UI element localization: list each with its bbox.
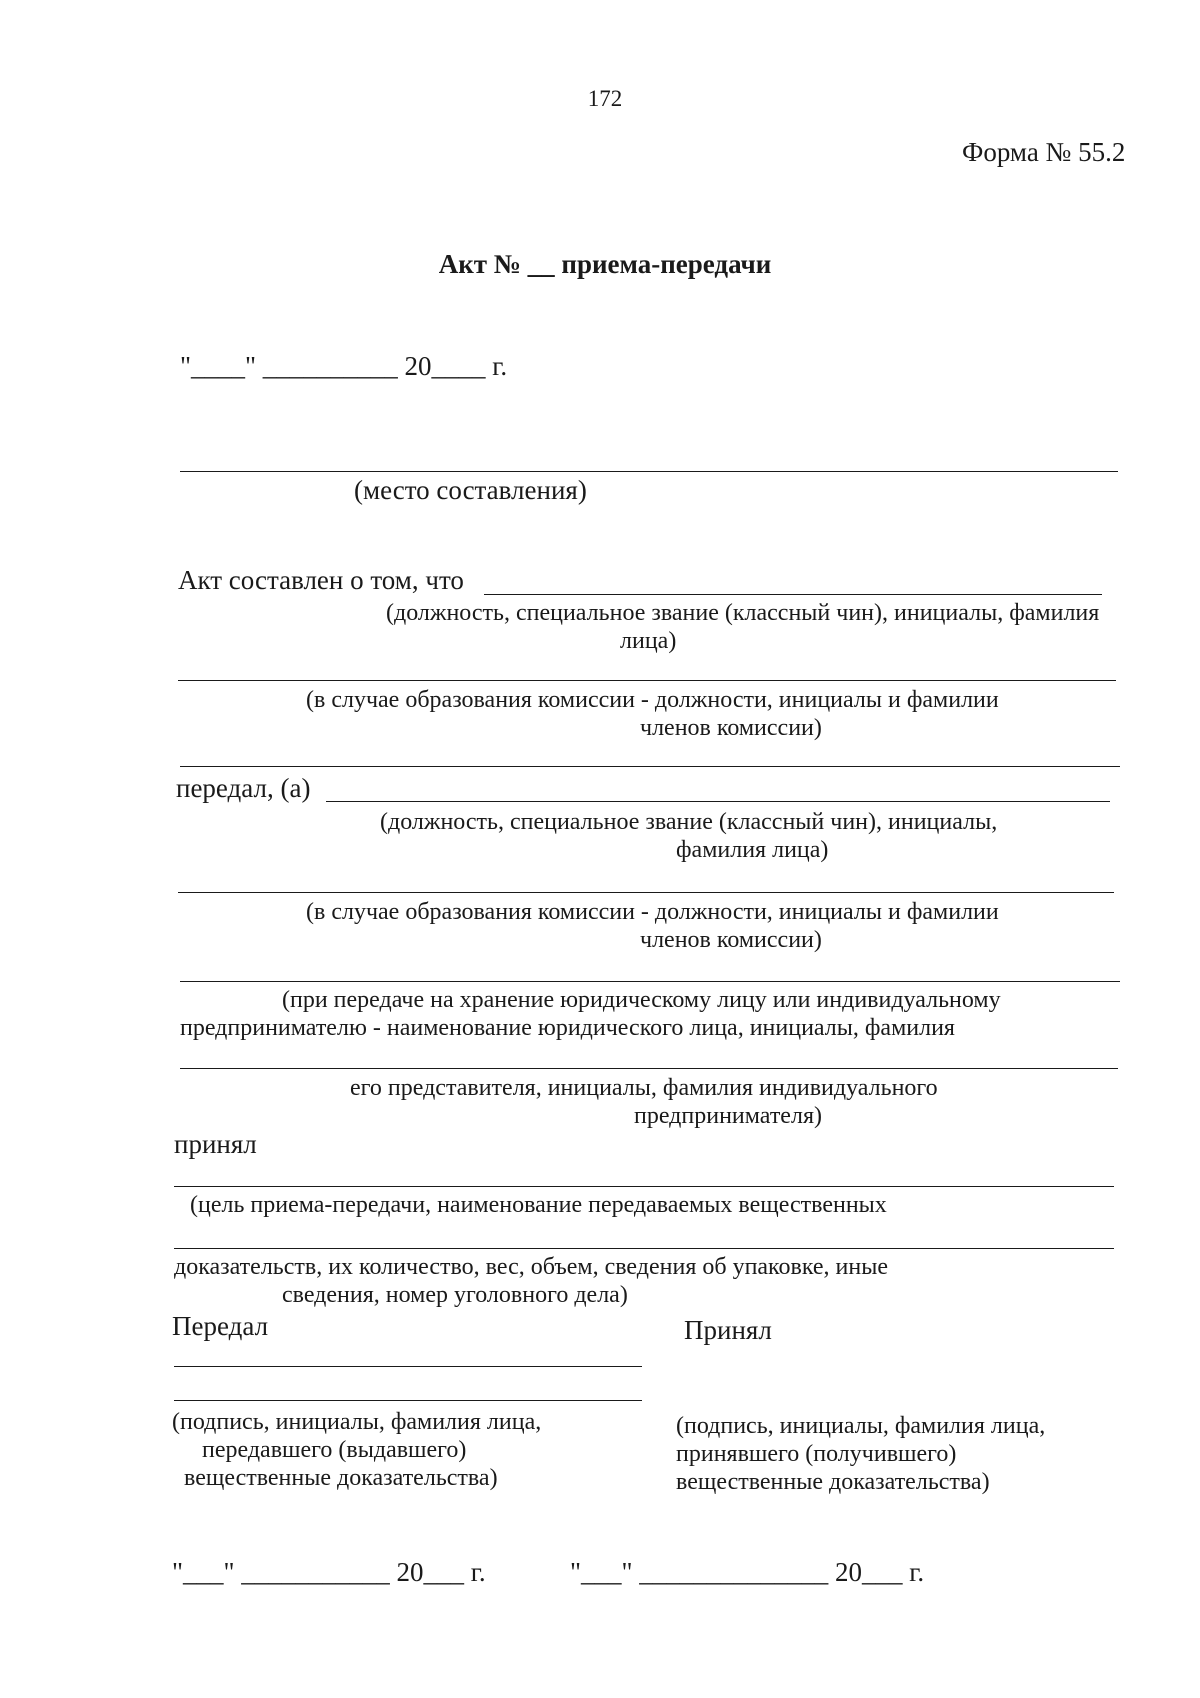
person-line-2	[178, 680, 1116, 681]
date-line: "____" __________ 20____ г.	[180, 351, 508, 381]
person2-caption-1: (должность, специальное звание (классный чин), инициалы,	[380, 809, 998, 835]
transferred-label: передал, (а)	[176, 773, 311, 803]
date-right: "___" ______________ 20___ г.	[570, 1557, 925, 1587]
form-number: Форма № 55.2	[962, 137, 1126, 167]
commission-caption-1b: членов комиссии)	[640, 715, 822, 741]
sig-left-caption-2: передавшего (выдавшего)	[202, 1437, 467, 1463]
sig-left-line-1	[174, 1366, 642, 1367]
place-line	[180, 471, 1118, 472]
person-caption-1: (должность, специальное звание (классный чин), инициалы, фамилия	[386, 600, 1100, 626]
act-prefix: Акт составлен о том, что	[178, 565, 464, 595]
person2-caption-2: фамилия лица)	[676, 837, 829, 863]
person2-line-2	[178, 892, 1114, 893]
sig-right-caption-1: (подпись, инициалы, фамилия лица,	[676, 1413, 1046, 1439]
purpose-line	[174, 1248, 1114, 1249]
page-number: 172	[587, 86, 623, 111]
sig-left-caption-3: вещественные доказательства)	[184, 1465, 498, 1491]
commission-caption-2a: (в случае образования комиссии - должности, инициалы и фамилии	[306, 899, 999, 925]
storage-caption-1: (при передаче на хранение юридическому лицу или индивидуальному	[282, 987, 1001, 1013]
person-line	[484, 594, 1102, 595]
sig-left-line-2	[174, 1400, 642, 1401]
commission-caption-2b: членов комиссии)	[640, 927, 822, 953]
date-left: "___" ___________ 20___ г.	[172, 1557, 486, 1587]
received-heading: Принял	[684, 1315, 772, 1345]
representative-caption-1: его представителя, инициалы, фамилия индивидуального	[350, 1075, 938, 1101]
accepted-label: принял	[174, 1129, 257, 1159]
sig-right-caption-3: вещественные доказательства)	[676, 1469, 990, 1495]
handed-over-heading: Передал	[172, 1311, 269, 1341]
person-caption-2: лица)	[620, 628, 677, 654]
accepted-line	[174, 1186, 1114, 1187]
storage-line	[180, 1068, 1118, 1069]
purpose-caption-2: доказательств, их количество, вес, объем, сведения об упаковке, иные	[174, 1254, 889, 1280]
place-caption: (место составления)	[354, 475, 587, 505]
purpose-caption-3: сведения, номер уголовного дела)	[282, 1282, 628, 1308]
commission-caption-1a: (в случае образования комиссии - должности, инициалы и фамилии	[306, 687, 999, 713]
storage-caption-2: предпринимателю - наименование юридического лица, инициалы, фамилия	[180, 1015, 955, 1041]
transferred-line	[326, 801, 1110, 802]
sig-right-caption-2: принявшего (получившего)	[676, 1441, 957, 1467]
commission-line-1	[180, 766, 1120, 767]
sig-left-caption-1: (подпись, инициалы, фамилия лица,	[172, 1409, 542, 1435]
commission-line-2	[180, 981, 1120, 982]
representative-caption-2: предпринимателя)	[634, 1103, 822, 1129]
document-title: Акт № __ приема-передачи	[438, 249, 772, 279]
purpose-caption-1: (цель приема-передачи, наименование передаваемых вещественных	[190, 1192, 887, 1218]
